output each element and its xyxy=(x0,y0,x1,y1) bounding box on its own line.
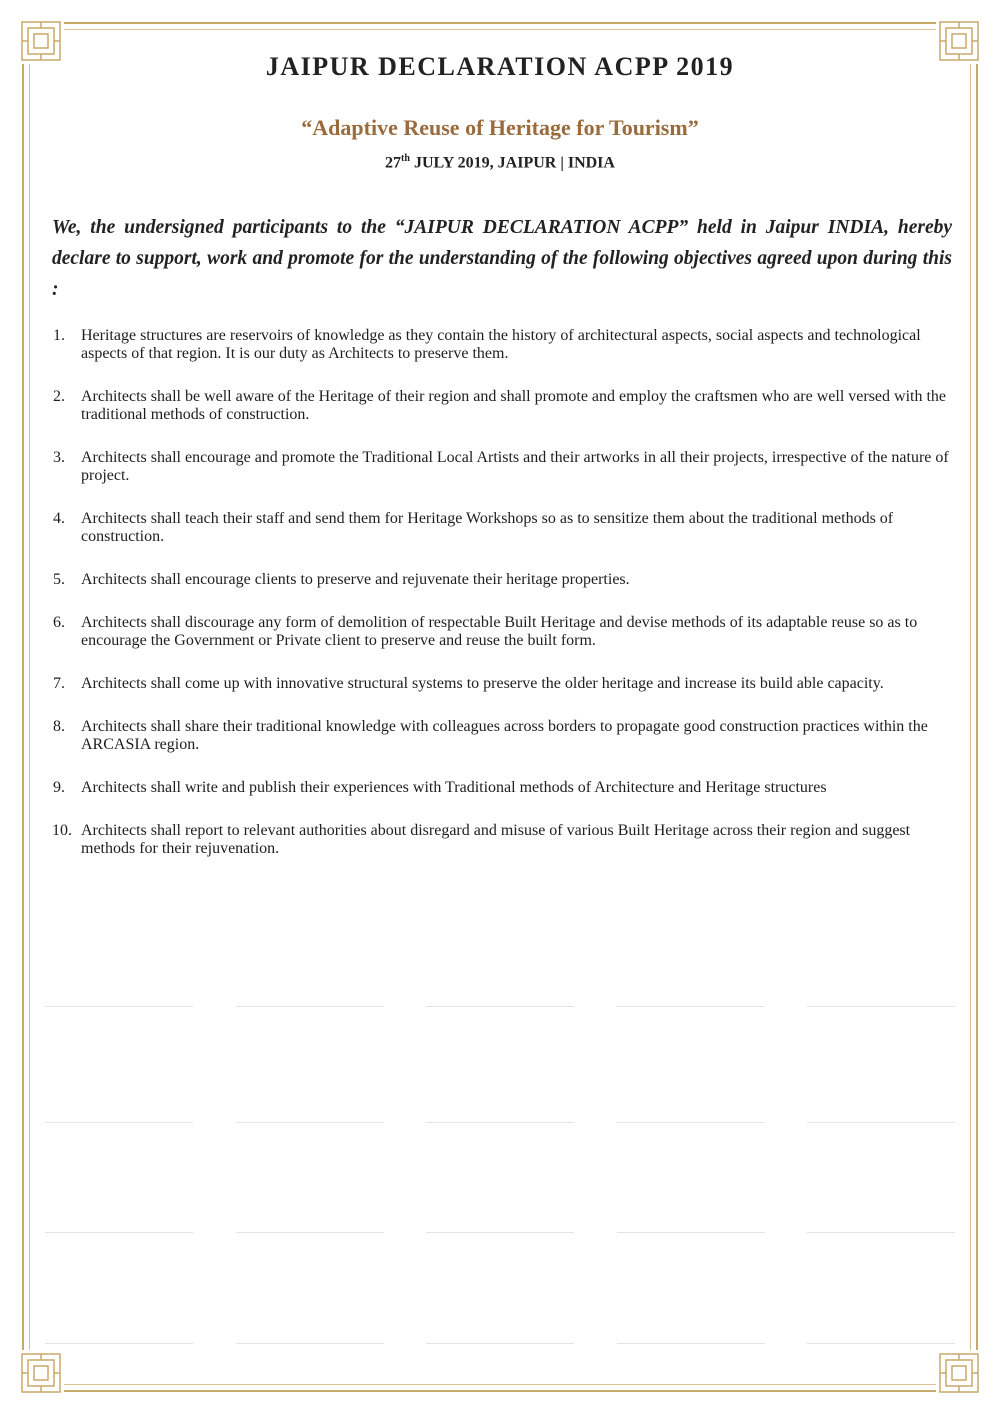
signature-line xyxy=(617,1232,765,1233)
item-text: Architects shall encourage clients to preserve and rejuvenate their heritage properties. xyxy=(81,571,630,588)
item-text: Architects shall be well aware of the Heritage of their region and shall promote and employ the craftsmen who are well versed with the traditional methods of construction. xyxy=(81,388,947,423)
date-rest: JULY 2019, JAIPUR | INDIA xyxy=(409,154,615,172)
document-subtitle: “Adaptive Reuse of Heritage for Tourism” xyxy=(301,115,699,140)
signature-line xyxy=(236,1232,384,1233)
signature-line xyxy=(45,1343,193,1344)
list-item xyxy=(50,510,962,546)
signature-line xyxy=(807,1006,955,1007)
signature-line xyxy=(807,1232,955,1233)
signature-line xyxy=(617,1343,765,1344)
signature-line xyxy=(807,1122,955,1123)
signature-line xyxy=(236,1343,384,1344)
item-number: 8. xyxy=(53,718,65,735)
item-number: 3. xyxy=(53,449,65,466)
item-number: 2. xyxy=(53,388,65,405)
list-item xyxy=(50,779,962,797)
signature-line xyxy=(236,1122,384,1123)
list-item xyxy=(50,822,962,858)
item-text: Architects shall discourage any form of demolition of respectable Built Heritage and devise methods of its adaptable reuse so as to encourage the Government or Private client to preserve and reuse the built form. xyxy=(81,614,918,649)
item-number: 5. xyxy=(53,571,65,588)
signature-line xyxy=(426,1122,574,1123)
list-item xyxy=(50,571,962,589)
corner-ornament-icon xyxy=(18,1350,64,1396)
signature-line xyxy=(426,1232,574,1233)
item-text: Architects shall encourage and promote the Traditional Local Artists and their artworks in all their projects, irrespective of the nature of project. xyxy=(81,449,949,484)
list-item xyxy=(50,449,962,485)
date-suffix: th xyxy=(401,153,410,164)
signature-line xyxy=(426,1006,574,1007)
document-title: JAIPUR DECLARATION ACPP 2019 xyxy=(265,52,735,81)
signature-line xyxy=(45,1006,193,1007)
signature-row xyxy=(45,1343,955,1344)
signature-line xyxy=(45,1232,193,1233)
signature-line xyxy=(807,1343,955,1344)
list-item xyxy=(50,675,962,693)
signature-row xyxy=(45,1122,955,1123)
item-number: 1. xyxy=(53,327,65,344)
signature-line xyxy=(617,1006,765,1007)
item-number: 10. xyxy=(52,822,72,839)
preamble-text: We, the undersigned participants to the “JAIPUR DECLARATION ACPP” held in Jaipur INDIA, hereby declare to support, work and promote for the understanding of the following objectives agreed upon during this : xyxy=(52,217,952,300)
list-item xyxy=(50,388,962,424)
item-number: 9. xyxy=(53,779,65,796)
signature-line xyxy=(45,1122,193,1123)
list-item xyxy=(50,614,962,650)
item-number: 7. xyxy=(53,675,65,692)
item-text: Architects shall write and publish their experiences with Traditional methods of Architecture and Heritage structures xyxy=(81,779,827,796)
list-item xyxy=(50,718,962,754)
objectives-list xyxy=(50,327,962,883)
item-text: Architects shall report to relevant authorities about disregard and misuse of various Built Heritage across their region and suggest methods for their rejuvenation. xyxy=(81,822,911,857)
item-text: Architects shall share their traditional knowledge with colleagues across borders to propagate good construction practices within the ARCASIA region. xyxy=(81,718,928,753)
signature-row xyxy=(45,1006,955,1007)
signature-line xyxy=(617,1122,765,1123)
item-text: Architects shall come up with innovative structural systems to preserve the older heritage and increase its build able capacity. xyxy=(81,675,884,692)
corner-ornament-icon xyxy=(936,1350,982,1396)
signature-line xyxy=(426,1343,574,1344)
signature-line xyxy=(236,1006,384,1007)
document-date xyxy=(0,153,1000,172)
date-day: 27 xyxy=(385,154,402,172)
item-text: Architects shall teach their staff and send them for Heritage Workshops so as to sensitize them about the traditional methods of construction. xyxy=(81,510,894,545)
list-item xyxy=(50,327,962,363)
signature-row xyxy=(45,1232,955,1233)
item-number: 4. xyxy=(53,510,65,527)
item-number: 6. xyxy=(53,614,65,631)
item-text: Heritage structures are reservoirs of knowledge as they contain the history of architectural aspects, social aspects and technological aspects of that region. It is our duty as Architects to preserve them. xyxy=(81,327,921,362)
